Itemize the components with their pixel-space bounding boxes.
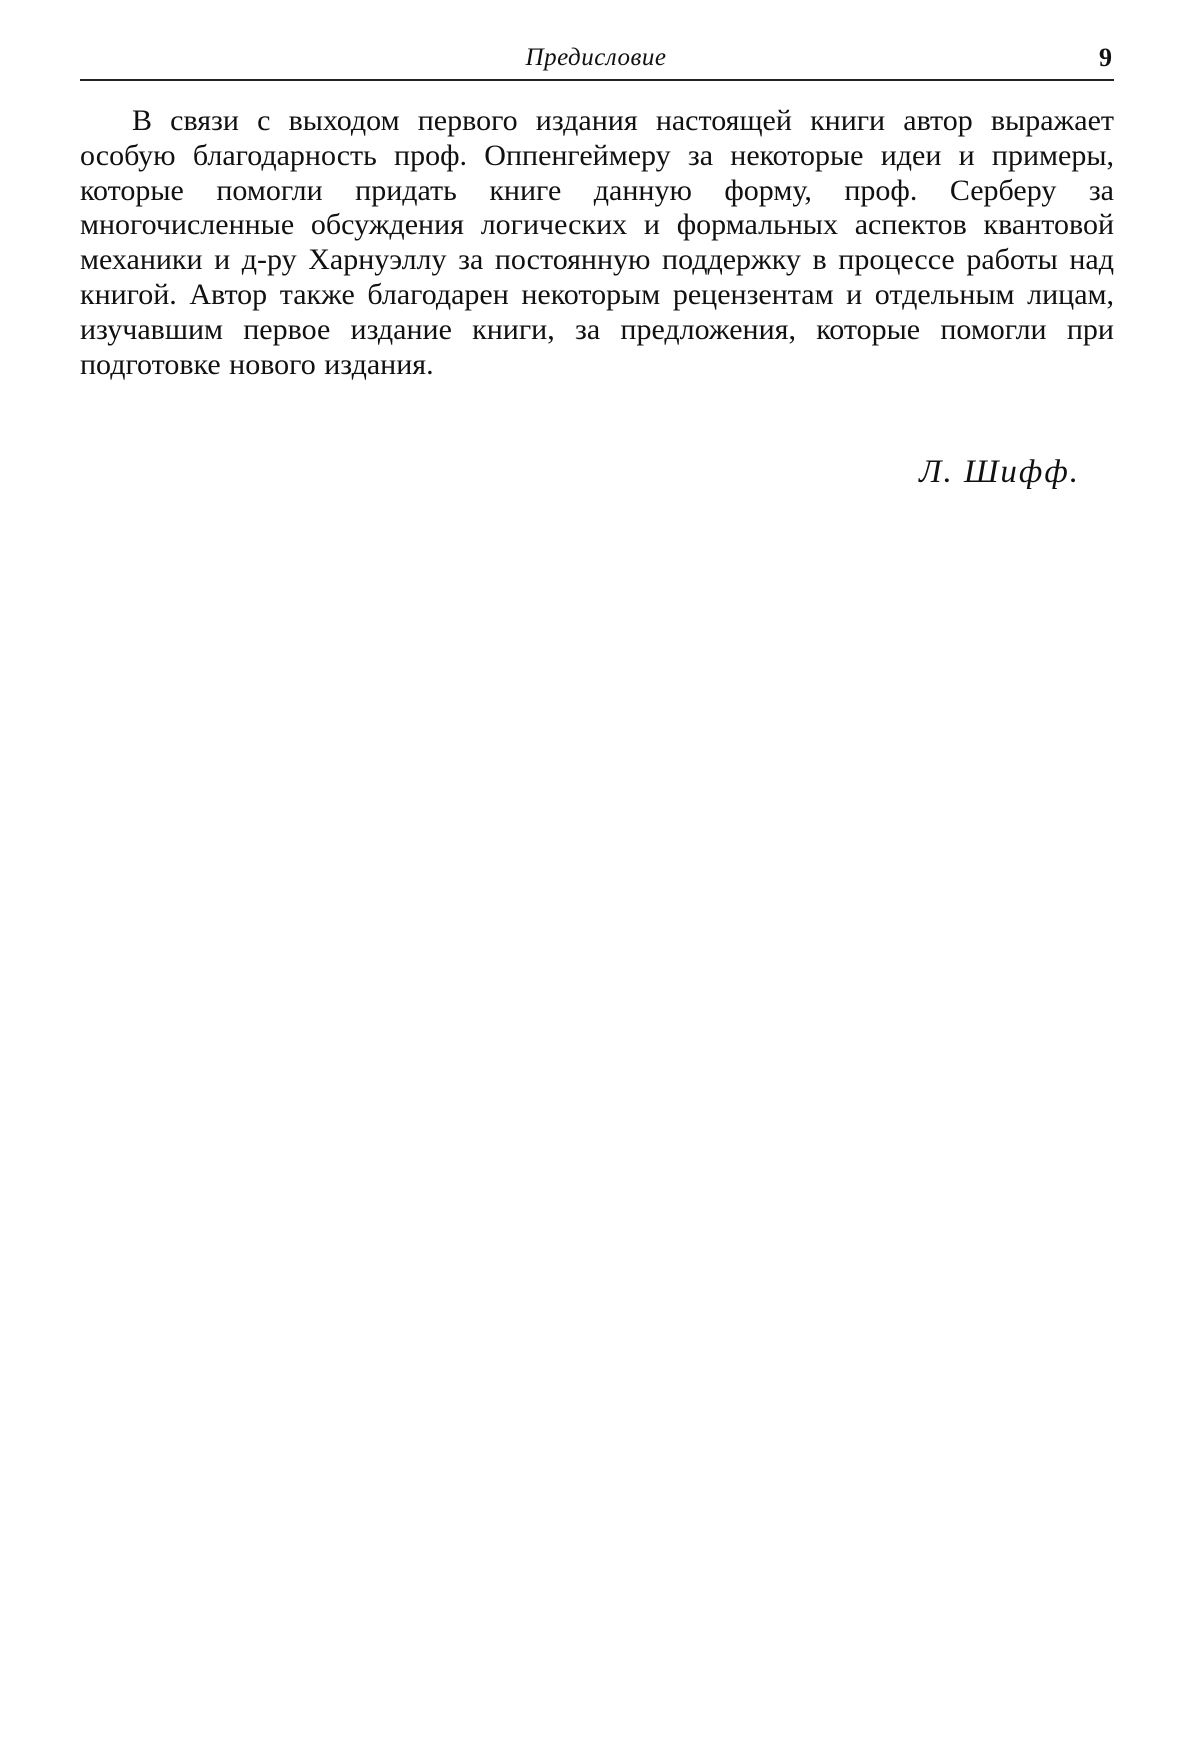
running-title: Предисловие <box>525 44 667 71</box>
running-header <box>80 40 1112 76</box>
header-rule <box>80 79 1114 81</box>
author-signature: Л. Шифф. <box>919 454 1080 490</box>
page-number: 9 <box>1099 43 1112 72</box>
preface-paragraph: В связи с выходом первого издания настоящей книги автор выражает особую благодарность проф. Оппенгеймеру за некоторые идеи и примеры, которые помогли придать книге данную форму, проф. Серберу за многочисленные обсуждения логических и формальных аспектов квантовой механики и д-ру Харнуэллу за постоянную поддержку в процессе работы над книгой. Автор также благодарен некоторым рецензентам и отдельным лицам, изучавшим первое издание книги, за предложения, которые помогли при подготовке нового издания. <box>80 104 1114 381</box>
